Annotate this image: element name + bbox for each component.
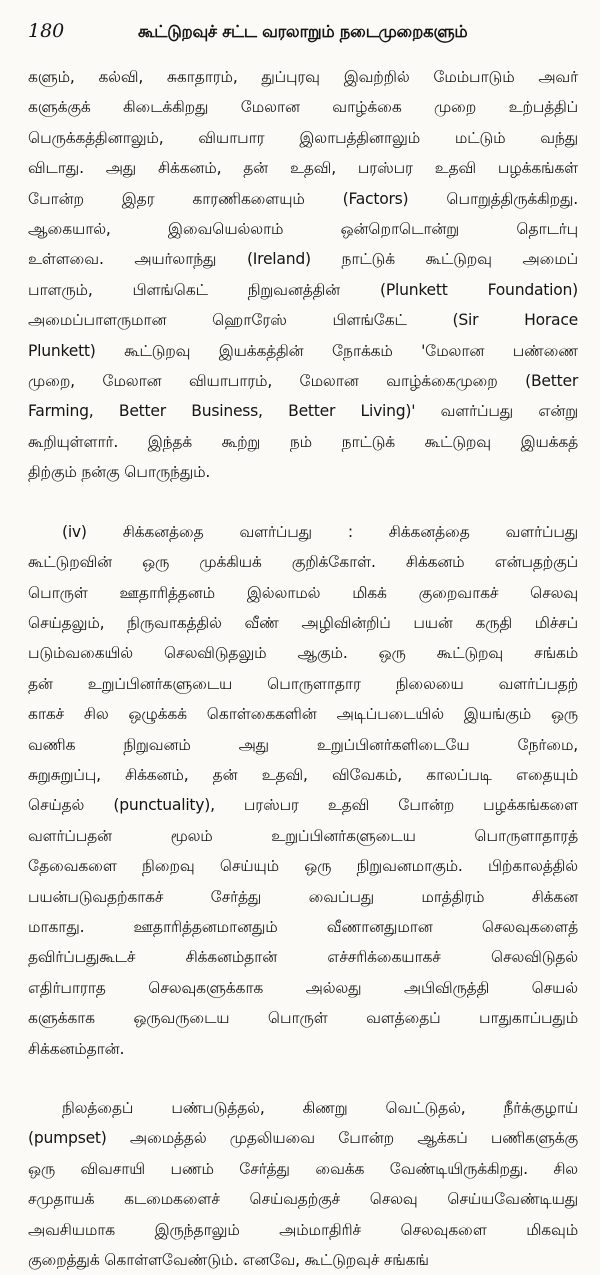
text-line: Farming, Better Business, Better Living)' வளர்ப்பது என்று [28, 402, 578, 421]
text-line: வணிக நிறுவனம் அது உறுப்பினர்களிடையே நேர்மை, [28, 735, 578, 754]
text-line: செய்தல் (punctuality), பரஸ்பர உதவி போன்ற பழக்கங்களை [28, 796, 578, 815]
text-line: களும், கல்வி, சுகாதாரம், துப்புரவு இவற்றில் மேம்பாடும் அவர் [28, 68, 578, 86]
text-line: தவிர்ப்பதுகூடச் சிக்கனம்தான் எச்சரிக்கையாகச் செலவிடுதல் [28, 948, 578, 967]
text-line: ஒரு விவசாயி பணம் சேர்த்து வைக்க வேண்டியிருக்கிறது. சில [28, 1159, 578, 1178]
text-line: (iv) சிக்கனத்தை வளர்ப்பது : சிக்கனத்தை வளர்ப்பது [62, 522, 578, 541]
text-line: Plunkett) கூட்டுறவு இயக்கத்தின் நோக்கம் 'மேலான பண்ணை [28, 341, 578, 360]
text-line: பொருள் ஊதாரித்தனம் இல்லாமல் மிகக் குறைவாகச் செலவு [28, 583, 578, 602]
text-line: போன்ற இதர காரணிகளையும் (Factors) பொறுத்திருக்கிறது. [28, 189, 578, 208]
text-line: காகச் சில ஒழுக்கக் கொள்கைகளின் அடிப்படையில் இயங்கும் ஒரு [28, 705, 578, 724]
text-line: களுக்குக் கிடைக்கிறது மேலான வாழ்க்கை முறை உற்பத்திப் [28, 98, 578, 117]
page-header [28, 20, 578, 54]
text-line: தன் உறுப்பினர்களுடைய பொருளாதார நிலையை வளர்ப்பதற் [28, 674, 578, 693]
text-line: நிலத்தைப் பண்படுத்தல், கிணறு வெட்டுதல், நீர்க்குழாய் [62, 1099, 578, 1117]
text-line: விடாது. அது சிக்கனம், தன் உதவி, பரஸ்பர உதவி பழக்கங்கள் [28, 159, 578, 178]
text-line: சுறுசுறுப்பு, சிக்கனம், தன் உதவி, விவேகம், காலப்படி எதையும் [28, 765, 578, 784]
text-line: களுக்காக ஒருவருடைய பொருள் வளத்தைப் பாதுகாப்பதும் [28, 1009, 578, 1028]
text-line: குறைத்துக் கொள்ளவேண்டும். எனவே, கூட்டுறவுச் சங்கங் [28, 1251, 429, 1270]
text-line: (pumpset) அமைத்தல் முதலியவை போன்ற ஆக்கப் பணிகளுக்கு [28, 1129, 578, 1148]
text-line: வளர்ப்பதன் மூலம் உறுப்பினர்களுடைய பொருளாதாரத் [28, 826, 578, 845]
text-line: திற்கும் நன்கு பொருந்தும். [28, 463, 211, 482]
paragraph-2 [28, 517, 578, 1064]
text-line: செய்தலும், நிருவாகத்தில் வீண் அழிவின்றிப் பயன் கருதி மிச்சப் [28, 613, 578, 632]
text-line: சிக்கனம்தான். [28, 1039, 125, 1058]
text-line: பயன்படுவதற்காகச் சேர்த்து வைப்பது மாத்திரம் சிக்கன [28, 887, 578, 906]
page-number: 180 [28, 20, 65, 42]
text-line: எதிர்பாராத செலவுகளுக்காக அல்லது அபிவிருத்தி செயல் [28, 978, 578, 997]
text-line: சமுதாயக் கடமைகளைச் செய்வதற்குச் செலவு செய்யவேண்டியது [28, 1190, 578, 1209]
running-title: கூட்டுறவுச் சட்ட வரலாறும் நடைமுறைகளும் [138, 22, 468, 41]
text-line: கூறியுள்ளார். இந்தக் கூற்று நம் நாட்டுக் கூட்டுறவு இயக்கத் [28, 432, 578, 451]
text-line: மாகாது. ஊதாரித்தனமானதும் வீணானதுமான செலவுகளைத் [28, 917, 578, 936]
text-line: உள்ளவை. அயர்லாந்து (Ireland) நாட்டுக் கூட்டுறவு அமைப் [28, 250, 578, 269]
text-line: தேவைகளை நிறைவு செய்யும் ஒரு நிறுவனமாகும். பிற்காலத்தில் [28, 857, 578, 876]
paragraph-3 [28, 1093, 578, 1275]
text-line: பெருக்கத்தினாலும், வியாபார இலாபத்தினாலும் மட்டும் வந்து [28, 128, 578, 147]
paragraph-1 [28, 62, 578, 488]
text-line: முறை, மேலான வியாபாரம், மேலான வாழ்க்கைமுறை (Better [28, 372, 578, 391]
text-line: கூட்டுறவின் ஒரு முக்கியக் குறிக்கோள். சிக்கனம் என்பதற்குப் [28, 553, 578, 572]
text-line: அவசியமாக இருந்தாலும் அம்மாதிரிச் செலவுகளை மிகவும் [28, 1220, 578, 1239]
text-line: ஆகையால், இவையெல்லாம் ஒன்றொடொன்று தொடர்பு [28, 220, 578, 239]
text-line: படும்வகையில் செலவிடுதலும் ஆகும். ஒரு கூட்டுறவு சங்கம் [28, 644, 578, 663]
text-line: பாளரும், பிளங்கெட் நிறுவனத்தின் (Plunkett Foundation) [28, 280, 578, 299]
text-line: அமைப்பாளருமான ஹொரேஸ் பிளங்கேட் (Sir Horace [28, 311, 578, 330]
